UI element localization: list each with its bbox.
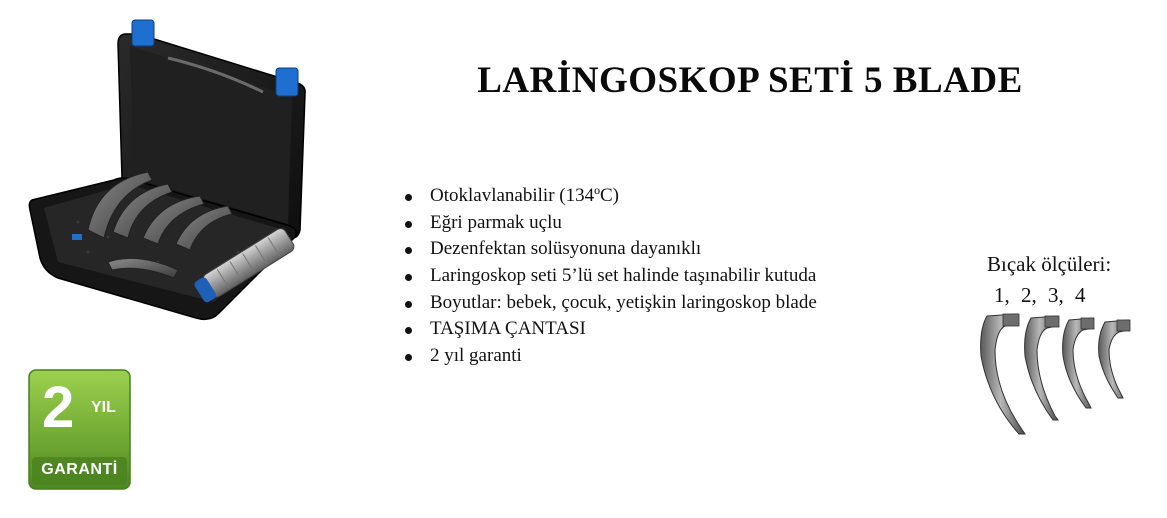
badge-unit: YIL <box>91 399 116 416</box>
list-item: 2 yıl garanti <box>402 343 817 370</box>
badge-label: GARANTİ <box>41 461 118 478</box>
list-item: Boyutlar: bebek, çocuk, yetişkin laringoskop blade <box>402 290 817 317</box>
blade-sizes-values: 1, 2, 3, 4 <box>994 283 1086 307</box>
list-item: Laringoskop seti 5’lü set halinde taşınabilir kutuda <box>402 263 817 290</box>
list-item: TAŞIMA ÇANTASI <box>402 316 817 343</box>
list-item: Eğri parmak uçlu <box>402 210 817 237</box>
badge-number: 2 <box>42 375 75 440</box>
list-item: Otoklavlanabilir (134ºC) <box>402 183 817 210</box>
list-item: Dezenfektan solüsyonuna dayanıklı <box>402 236 817 263</box>
feature-list <box>402 183 817 370</box>
blade-sizes-label: Bıçak ölçüleri: <box>987 252 1112 276</box>
laryngoscope-case-image <box>18 12 308 324</box>
page-title: LARİNGOSKOP SETİ 5 BLADE <box>477 59 1023 101</box>
blade-sizes-image <box>965 310 1140 440</box>
warranty-badge <box>28 369 131 490</box>
